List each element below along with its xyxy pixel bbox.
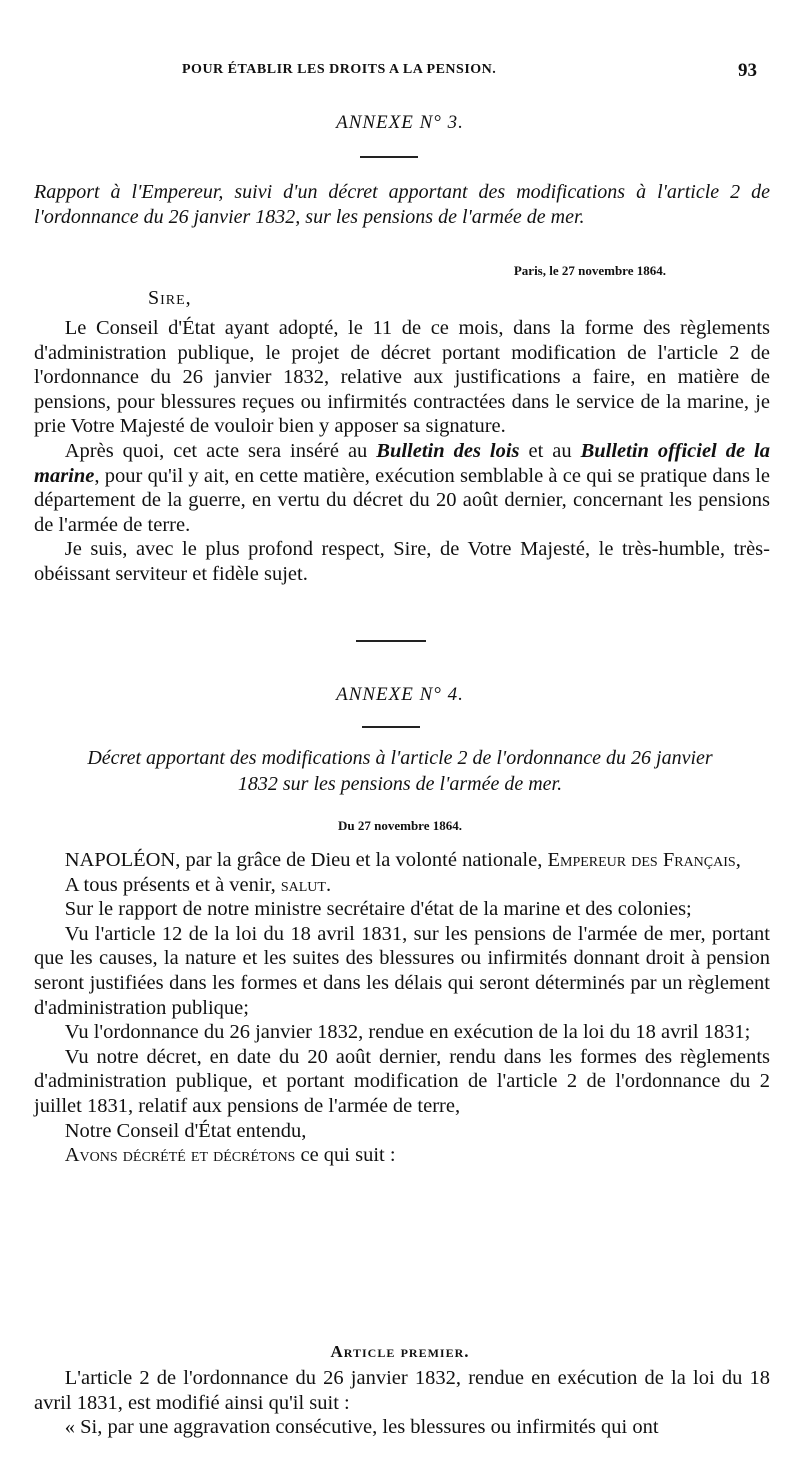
annex-4-title: ANNEXE N° 4. <box>336 684 464 705</box>
paragraph: L'article 2 de l'ordonnance du 26 janvier 1832, rendue en exécution de la loi du 18 avril 1831, est modifié ainsi qu'il suit : <box>34 1367 770 1414</box>
salutation: Sire, <box>148 287 192 309</box>
section-divider <box>356 640 426 642</box>
annex-4-date: Du 27 novembre 1864. <box>338 818 462 833</box>
paragraph: Avons décrété et décrétons ce qui suit : <box>64 1144 396 1167</box>
page-number: 93 <box>738 60 757 81</box>
paragraph: Je suis, avec le plus profond respect, Sire, de Votre Majesté, le très-humble, très-obéissant serviteur et fidèle sujet. <box>34 538 770 585</box>
paragraph: NAPOLÉON, par la grâce de Dieu et la volonté nationale, Empereur des Français, <box>64 849 741 871</box>
annex-4-body <box>34 848 770 1168</box>
annex-3-title: ANNEXE N° 3. <box>336 112 464 133</box>
paragraph: Sur le rapport de notre ministre secrétaire d'état de la marine et des colonies; <box>64 898 692 921</box>
paragraph: « Si, par une aggravation consécutive, les blessures ou infirmités qui ont <box>64 1416 659 1439</box>
title-rule <box>360 156 418 158</box>
paragraph: Notre Conseil d'État entendu, <box>64 1119 307 1142</box>
paragraph: Après quoi, cet acte sera inséré au Bulletin des lois et au Bulletin officiel de la marine, pour qu'il y ait, en cette matière, exécution semblable à ce qui se pratique dans le département de la guerre, en vertu du décret du 20 août dernier, concernant les pensions de l'armée de terre. <box>34 439 770 536</box>
paragraph: A tous présents et à venir, salut. <box>64 873 332 896</box>
paragraph: Le Conseil d'État ayant adopté, le 11 de ce mois, dans la forme des règlements d'administration publique, le projet de décret portant modification de l'article 2 de l'ordonnance du 26 janvier 1832, relative aux justifications a faire, en matière de pensions, pour blessures reçues ou infirmités contractées dans le service de la marine, je prie Votre Majesté de vouloir bien y apposer sa signature. <box>34 317 770 438</box>
title-rule <box>362 726 420 728</box>
annex-3-body <box>34 316 770 587</box>
paragraph: Vu notre décret, en date du 20 août dernier, rendu dans les formes des règlements d'administration publique, et portant modification de l'article 2 de l'ordonnance du 2 juillet 1831, relatif aux pensions de l'armée de terre, <box>34 1045 770 1117</box>
paragraph: Vu l'article 12 de la loi du 18 avril 1831, sur les pensions de l'armée de mer, portant que les causes, la nature et les suites des blessures ou infirmités donnant droit à pension seront justifiées dans les formes et dans les délais qui seront déterminés par un règlement d'administration publique; <box>34 922 770 1019</box>
running-header <box>0 52 800 82</box>
article-body <box>34 1366 770 1440</box>
annex-3-report-title: Rapport à l'Empereur, suivi d'un décret apportant des modifications à l'article 2 de l'ordonnance du 26 janvier 1832, sur les pensions de l'armée de mer. <box>34 181 770 228</box>
annex-4-decree-title: Décret apportant des modifications à l'article 2 de l'ordonnance du 26 janvier 1832 sur les pensions de l'armée de mer. <box>87 747 713 795</box>
annex-3-date: Paris, le 27 novembre 1864. <box>513 263 666 278</box>
article-heading: Article premier. <box>330 1342 470 1361</box>
running-title: POUR ÉTABLIR LES DROITS A LA PENSION. <box>182 62 497 77</box>
paragraph: Vu l'ordonnance du 26 janvier 1832, rendue en exécution de la loi du 18 avril 1831; <box>64 1021 751 1044</box>
